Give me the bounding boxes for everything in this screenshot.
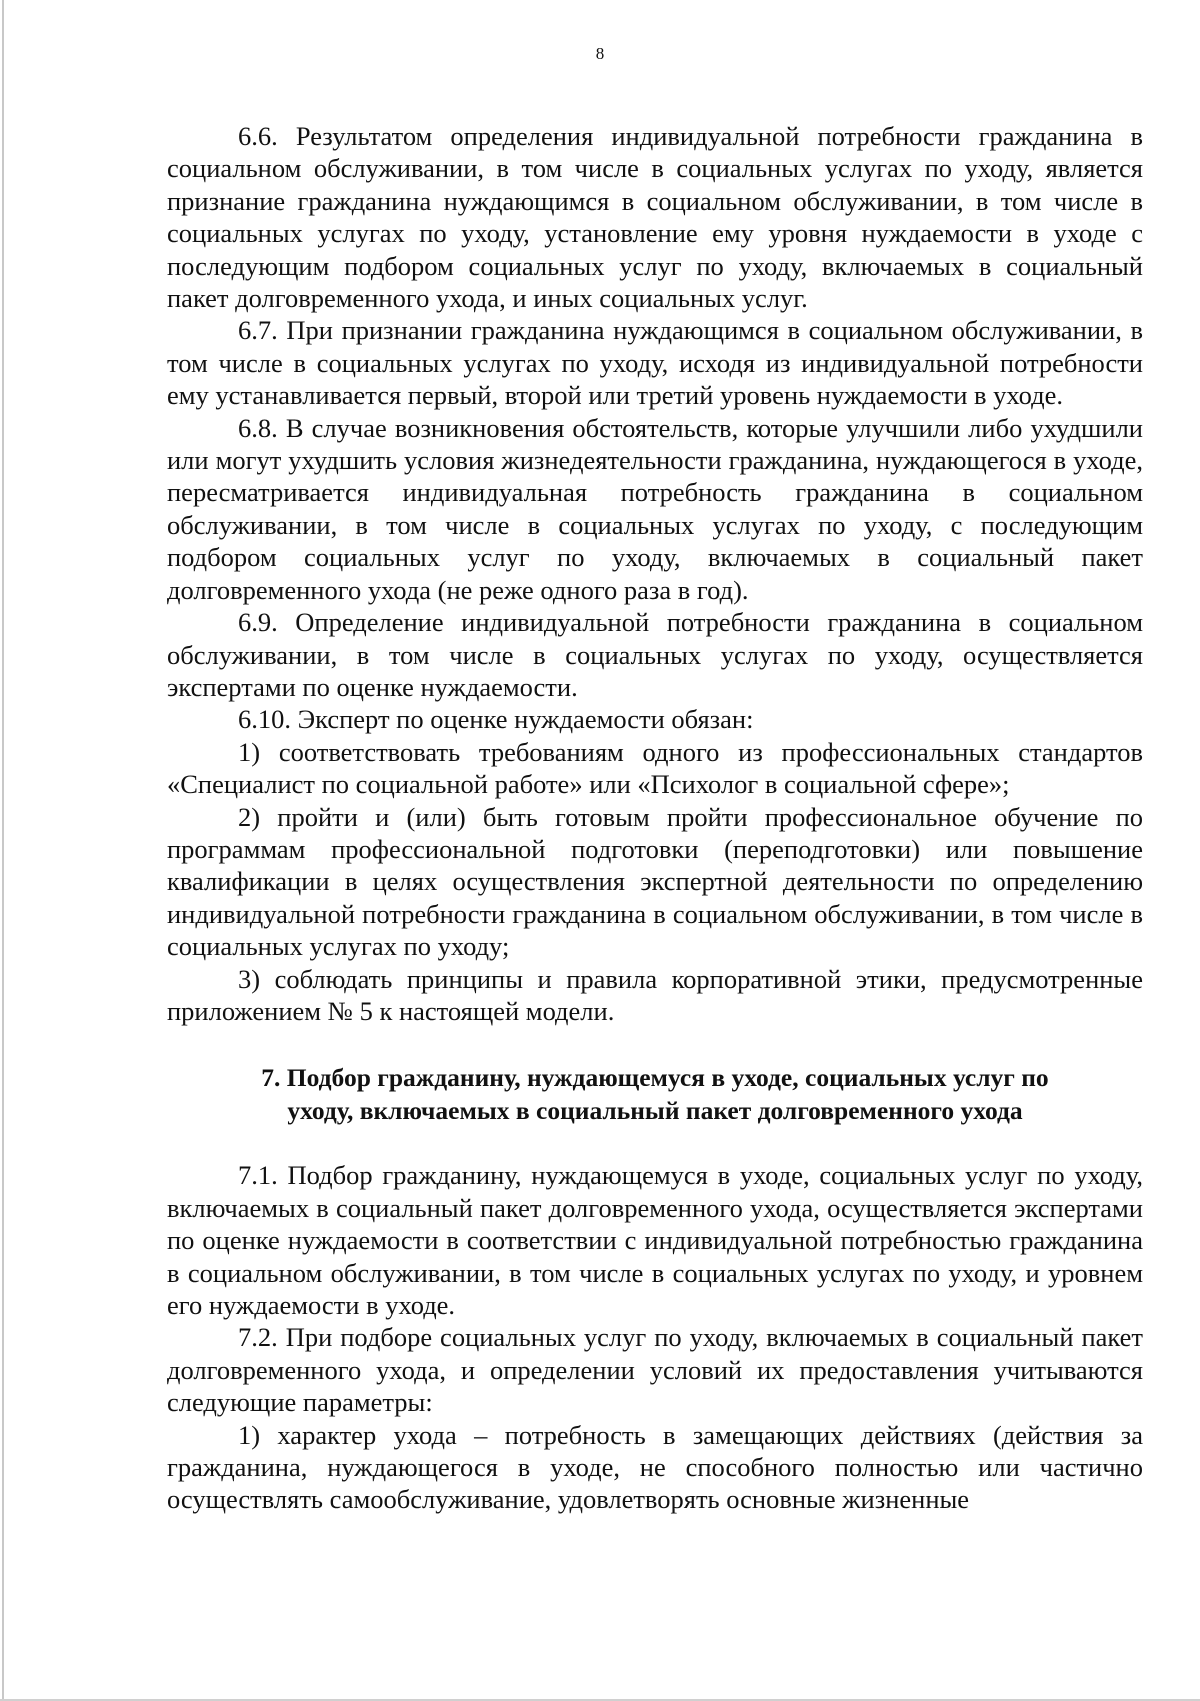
section-heading-line-2: уходу, включаемых в социальный пакет долговременного ухода — [287, 1096, 1023, 1126]
list-item-7-2-1: 1) характер ухода – потребность в замещающих действиях (действия за гражданина, нуждающегося в уходе, не способного полностью или частично осуществлять самообслуживание, удовлетворять основные жизненные — [167, 1419, 1143, 1515]
scan-edge-left — [2, 0, 4, 1701]
paragraph-6-6: 6.6. Результатом определения индивидуальной потребности гражданина в социальном обслуживании, в том числе в социальных услугах по уходу, является признание гражданина нуждающимся в социальном обслуживании, в том числе в социальных услугах по уходу, установление ему уровня нуждаемости в уходе с последующим подбором социальных услуг по уходу, включаемых в социальный пакет долговременного ухода, и иных социальных услуг. — [167, 121, 1143, 314]
list-item-6-10-3: 3) соблюдать принципы и правила корпоративной этики, предусмотренные приложением № 5 к настоящей модели. — [167, 963, 1143, 1026]
list-item-6-10-2: 2) пройти и (или) быть готовым пройти профессиональное обучение по программам профессиональной подготовки (переподготовки) или повышение квалификации в целях осуществления экспертной деятельности по определению индивидуальной потребности гражданина в социальном обслуживании, в том числе в социальных услугах по уходу; — [167, 801, 1143, 962]
paragraph-7-2: 7.2. При подборе социальных услуг по уходу, включаемых в социальный пакет долговременного ухода, и определении условий их предоставления учитываются следующие параметры: — [167, 1322, 1143, 1418]
list-item-6-10-1: 1) соответствовать требованиям одного из профессиональных стандартов «Специалист по социальной работе» или «Психолог в социальной сфере»; — [167, 736, 1143, 800]
paragraph-6-8: 6.8. В случае возникновения обстоятельств, которые улучшили либо ухудшили или могут ухудшить условия жизнедеятельности гражданина, нуждающегося в уходе, пересматривается индивидуальная потребность гражданина в социальном обслуживании, в том числе в социальных услугах по уходу, с последующим подбором социальных услуг по уходу, включаемых в социальный пакет долговременного ухода (не реже одного раза в год). — [167, 412, 1143, 605]
section-heading-line-1: 7. Подбор гражданину, нуждающемуся в уходе, социальных услуг по — [261, 1063, 1049, 1093]
paragraph-6-10: 6.10. Эксперт по оценке нуждаемости обязан: — [238, 704, 754, 735]
section-heading-7 — [177, 1061, 1133, 1127]
paragraph-6-9: 6.9. Определение индивидуальной потребности гражданина в социальном обслуживании, в том числе в социальных услугах по уходу, осуществляется экспертами по оценке нуждаемости. — [167, 607, 1143, 702]
document-body — [167, 120, 1143, 1516]
paragraph-6-7: 6.7. При признании гражданина нуждающимся в социальном обслуживании, в том числе в социальных услугах по уходу, исходя из индивидуальной потребности ему устанавливается первый, второй или третий уровень нуждаемости в уходе. — [167, 315, 1143, 411]
paragraph-7-1: 7.1. Подбор гражданину, нуждающемуся в уходе, социальных услуг по уходу, включаемых в социальный пакет долговременного ухода, осуществляется экспертами по оценке нуждаемости в соответствии с индивидуальной потребностью гражданина в социальном обслуживании, в том числе в социальных услугах по уходу, и уровнем его нуждаемости в уходе. — [167, 1160, 1143, 1320]
page-number: 8 — [595, 44, 605, 63]
